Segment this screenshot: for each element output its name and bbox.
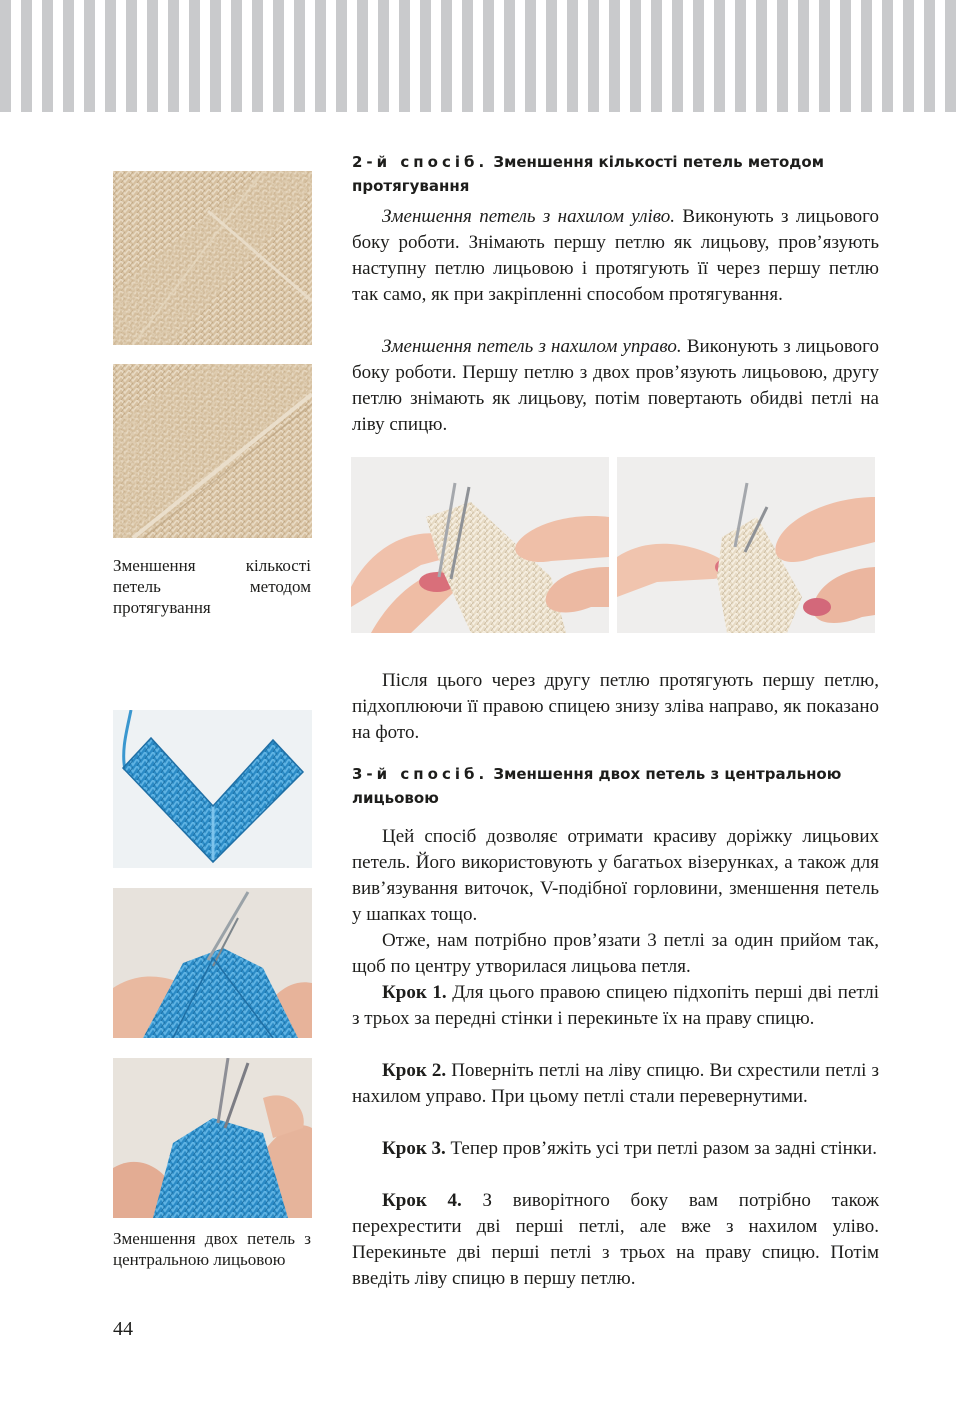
blue-knit-needle-icon: [113, 1058, 312, 1218]
step-4: [352, 1188, 879, 1292]
section-2-paragraph-2: [352, 334, 879, 438]
step-2: [352, 1058, 879, 1110]
section-2-title: Зменшення кількості петель методом протягування: [352, 153, 824, 195]
step-3: [352, 1136, 879, 1162]
step-3-label: Крок 3.: [382, 1138, 446, 1159]
section-2-number: 2-й спосіб.: [352, 153, 489, 171]
section-3-paragraph-2: Отже, нам потрібно пров’язати 3 петлі за один прийом так, щоб по центру утворилася лицьова петля.: [352, 930, 879, 977]
step-4-label: Крок 4.: [382, 1190, 462, 1211]
section-2-paragraph-1: [352, 204, 879, 308]
knit-beige-texture-icon: [113, 364, 312, 538]
step-4-text: З виворітного боку вам потрібно також перехрестити дві перші петлі, але вже з нахилом уліво. Перекиньте дві перші петлі з трьох на праву спицю. Потім введіть ліву спицю в першу петлю.: [352, 1190, 879, 1289]
caption-figure-1: Зменшення кількості петель методом протягування: [113, 556, 311, 617]
blue-knit-needle-icon: [113, 888, 312, 1038]
step-1-label: Крок 1.: [382, 982, 447, 1003]
section-2-paragraph-3: Після цього через другу петлю протягують першу петлю, підхоплюючи її правою спицею знизу зліва направо, як показано на фото.: [352, 670, 879, 743]
step-2-text: Поверніть петлі на ліву спицю. Ви схрестили петлі з нахилом управо. При цьому петлі стали перевернутими.: [352, 1060, 879, 1107]
section-3-paragraph-1: Цей спосіб дозволяє отримати красиву доріжку лицьових петель. Його використовують у багатьох візерунках, а також для вив’язування виточок, V-подібної горловини, зменшення петель у шапках тощо.: [352, 826, 879, 925]
section-2-paragraph-1-lead: Зменшення петель з нахилом уліво.: [382, 206, 676, 227]
step-3-text: Тепер пров’яжіть усі три петлі разом за задні стінки.: [450, 1138, 877, 1159]
caption-figure-2: Зменшення двох петель з центральною лицьовою: [113, 1229, 311, 1269]
step-1-text: Для цього правою спицею підхопіть перші дві петлі з трьох за передні стінки і перекиньте їх на праву спицю.: [352, 982, 879, 1029]
section-2-paragraph-1-text: Виконують з лицьового боку роботи. Знімають першу петлю як лицьову, пров’язують наступну петлю лицьовою і протягують її через першу петлю так само, як при закріпленні способом протягування.: [352, 206, 879, 305]
section-2-paragraph-2-lead: Зменшення петель з нахилом управо.: [382, 336, 682, 357]
section-3-number: 3-й спосіб.: [352, 765, 489, 783]
step-1: [352, 980, 879, 1032]
knit-beige-texture-icon: [113, 171, 312, 345]
section-3-title: Зменшення двох петель з центральною лицьовою: [352, 765, 842, 807]
knitting-hands-icon: [351, 457, 609, 633]
section-2-paragraph-2-text: Виконують з лицьового боку роботи. Першу петлю з двох пров’язують лицьовою, другу петлю знімають як лицьову, потім повертають обидві петлі на ліву спицю.: [352, 336, 880, 435]
page-number: 44: [113, 1318, 133, 1340]
header-stripes: [0, 0, 963, 112]
section-3-heading: [352, 762, 872, 810]
section-2-heading: [352, 150, 872, 198]
knitting-hands-icon: [617, 457, 875, 633]
step-2-label: Крок 2.: [382, 1060, 447, 1081]
blue-knit-chevron-icon: [113, 710, 312, 868]
